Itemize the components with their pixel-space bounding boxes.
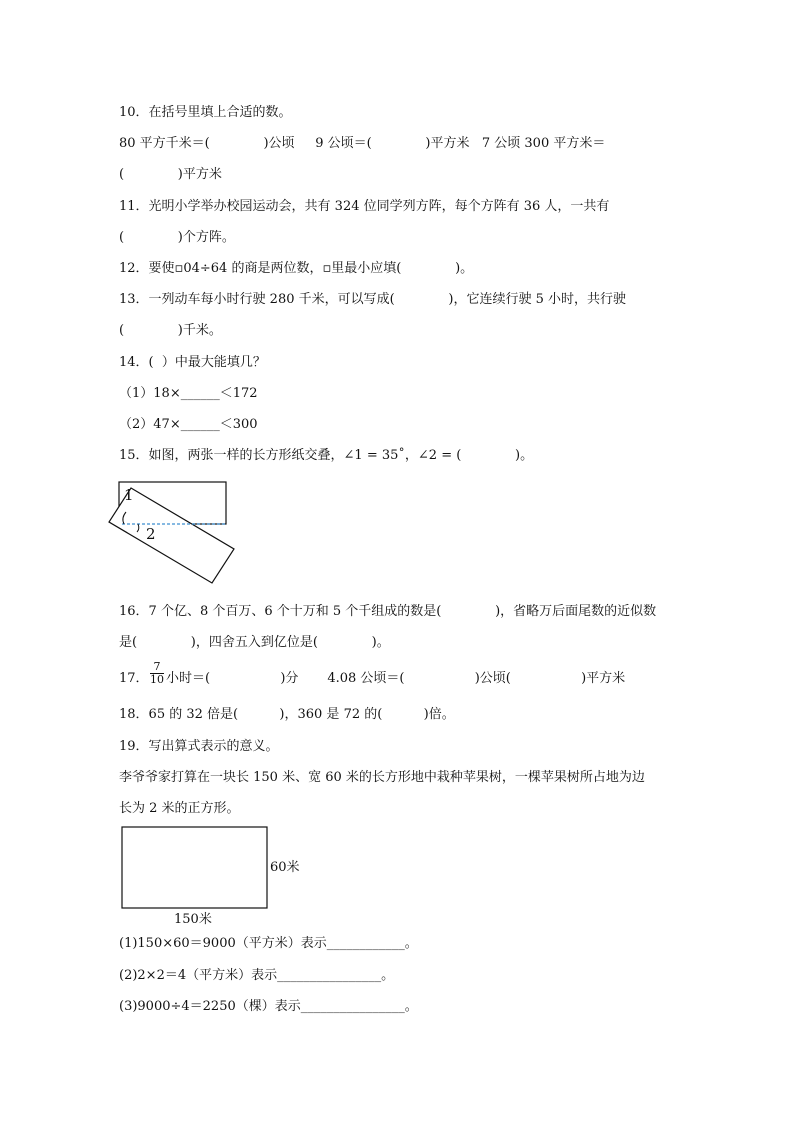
q10-title: 10．在括号里填上合适的数。 <box>119 105 292 120</box>
q14-item1: （1）18×______＜172 <box>119 386 258 401</box>
width-label: 60米 <box>270 860 300 875</box>
q19-item2: (2)2×2＝4（平方米）表示________________。 <box>119 968 395 983</box>
q15: 15．如图，两张一样的长方形纸交叠，∠1 = 35˚，∠2 = ( )。 <box>119 448 534 463</box>
q16-row2: 是( )，四舍五入到亿位是( )。 <box>119 635 390 650</box>
q13-row1: 13．一列动车每小时行驶 280 千米，可以写成( )，它连续行驶 5 小时，共行驶 <box>119 292 627 307</box>
q17-prefix: 17． <box>119 671 149 686</box>
fraction-numerator: 7 <box>150 661 164 674</box>
q12: 12．要使▫04÷64 的商是两位数，▫里最小应填( )。 <box>119 261 474 276</box>
fraction-denominator: 10 <box>150 673 164 686</box>
length-label: 150米 <box>174 912 212 927</box>
angle-label-2: 2 <box>146 525 156 543</box>
q19-title: 19．写出算式表示的意义。 <box>119 739 279 754</box>
q13-row2: ( )千米。 <box>119 323 222 338</box>
figure-15-rectangles <box>118 478 243 588</box>
q10-row2: ( )平方米 <box>119 167 222 182</box>
q19-text2: 长为 2 米的正方形。 <box>119 801 240 816</box>
q19-text1: 李爷爷家打算在一块长 150 米、宽 60 米的长方形地中栽种苹果树，一棵苹果树所占地为边 <box>119 770 645 785</box>
q14-title: 14．( ）中最大能填几？ <box>119 355 266 370</box>
figure-19-field <box>120 825 310 927</box>
q17-fraction <box>150 661 164 686</box>
q19-item3: (3)9000÷4＝2250（棵）表示________________。 <box>119 999 418 1014</box>
angle-label-1: 1 <box>124 486 134 504</box>
q19-item1: (1)150×60＝9000（平方米）表示____________。 <box>119 936 418 951</box>
field-rectangle <box>122 827 267 908</box>
q17-rest: 小时＝( )分 4.08 公顷＝( )公顷( )平方米 <box>166 671 626 686</box>
q11-row2: ( )个方阵。 <box>119 230 235 245</box>
q11-row1: 11．光明小学举办校园运动会，共有 324 位同学列方阵，每个方阵有 36 人，一共有 <box>119 199 610 214</box>
q10-row1: 80 平方千米＝( )公顷 9 公顷＝( )平方米 7 公顷 300 平方米＝ <box>119 136 606 151</box>
q16-row1: 16．7 个亿、8 个百万、6 个十万和 5 个千组成的数是( )，省略万后面尾数的近似数 <box>119 604 657 619</box>
q18: 18．65 的 32 倍是( )，360 是 72 的( )倍。 <box>119 707 455 722</box>
q14-item2: （2）47×______＜300 <box>119 417 258 432</box>
